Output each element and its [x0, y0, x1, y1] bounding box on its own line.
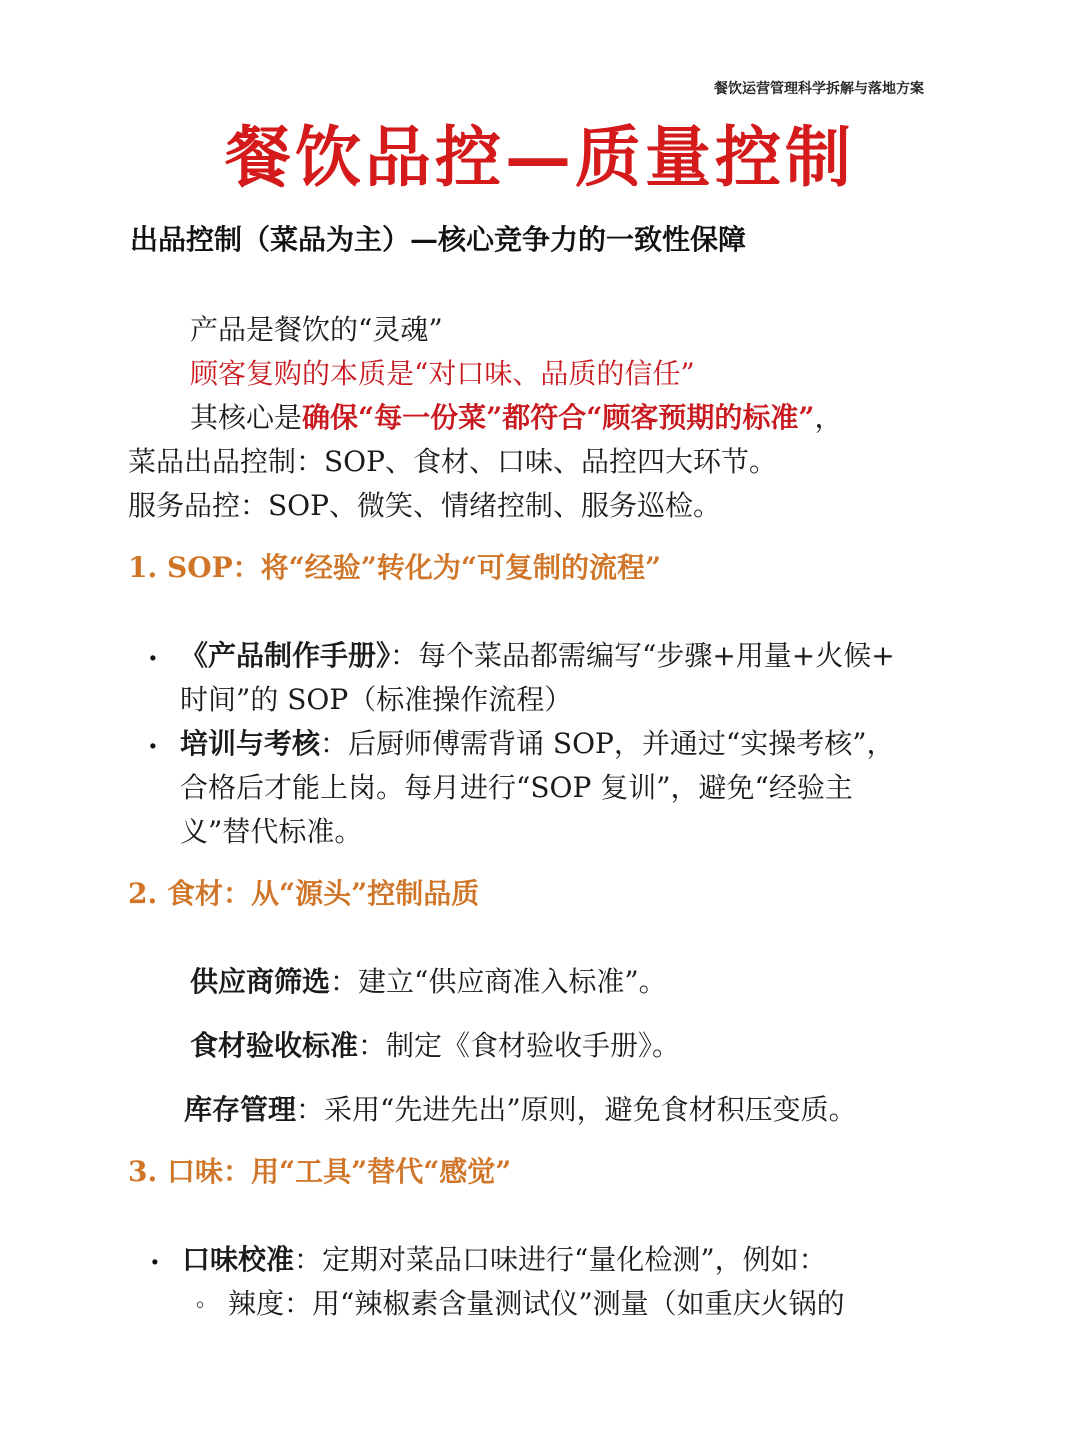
section-1-item-2-cont: 合格后才能上岗。每月进行“SOP 复训”，避免“经验主	[180, 771, 853, 804]
item-1-bold: 《产品制作手册》	[180, 639, 391, 672]
section-1-item-1	[180, 634, 895, 674]
intro-line-2: 顾客复购的本质是“对口味、品质的信任”	[190, 357, 695, 390]
item-3-text: ：采用“先进先出”原则，避免食材积压变质。	[296, 1093, 857, 1126]
item-2-bold: 食材验收标准	[190, 1029, 359, 1062]
section-2-item-3	[184, 1088, 857, 1128]
section-3-heading: 3. 口味：用“工具”替代“感觉”	[128, 1155, 512, 1188]
item-2-text: ：后厨师傅需背诵 SOP，并通过“实操考核”，	[320, 727, 895, 760]
bullet-dot: .	[148, 722, 158, 755]
section-1-heading: 1. SOP：将“经验”转化为“可复制的流程”	[128, 551, 662, 584]
intro-line-4: 菜品出品控制：SOP、食材、口味、品控四大环节。	[128, 445, 777, 478]
section-2-heading: 2. 食材：从“源头”控制品质	[128, 877, 480, 910]
subtitle: 出品控制（菜品为主）—核心竞争力的一致性保障	[130, 223, 747, 256]
item-2-text: ：制定《食材验收手册》。	[358, 1029, 681, 1062]
sub-bullet: 。	[196, 1287, 219, 1312]
section-1-item-2-cont2: 义”替代标准。	[180, 815, 363, 848]
item-1-text: ：定期对菜品口味进行“量化检测”，例如：	[294, 1243, 827, 1276]
intro-line-3-highlight: 确保“每一份菜”都符合“顾客预期的标准”	[302, 401, 815, 434]
item-1-bold: 口味校准	[182, 1243, 295, 1276]
intro-line-5: 服务品控：SOP、微笑、情绪控制、服务巡检。	[128, 489, 721, 522]
section-2-item-1	[190, 960, 667, 1000]
section-3-sub-1: 辣度：用“辣椒素含量测试仪”测量（如重庆火锅的	[228, 1287, 845, 1320]
section-3-item-1	[182, 1238, 827, 1278]
intro-line-1: 产品是餐饮的“灵魂”	[190, 313, 443, 346]
intro-line-3-suffix: ，	[814, 401, 843, 434]
page-title: 餐饮品控—质量控制	[225, 118, 855, 196]
item-1-bold: 供应商筛选	[190, 965, 331, 998]
section-1-item-1-cont: 时间”的 SOP（标准操作流程）	[180, 683, 573, 716]
bullet-dot: .	[148, 634, 158, 667]
bullet-dot: .	[150, 1238, 160, 1271]
item-1-text: ：建立“供应商准入标准”。	[330, 965, 667, 998]
item-2-bold: 培训与考核	[180, 727, 321, 760]
item-1-text: ：每个菜品都需编写“步骤+用量+火候+	[390, 639, 895, 672]
section-1-item-2	[180, 722, 895, 762]
item-3-bold: 库存管理	[184, 1093, 297, 1126]
header-caption: 餐饮运营管理科学拆解与落地方案	[714, 81, 924, 97]
intro-line-3-prefix: 其核心是	[190, 401, 303, 434]
intro-line-3	[190, 396, 842, 436]
section-2-item-2	[190, 1024, 680, 1064]
